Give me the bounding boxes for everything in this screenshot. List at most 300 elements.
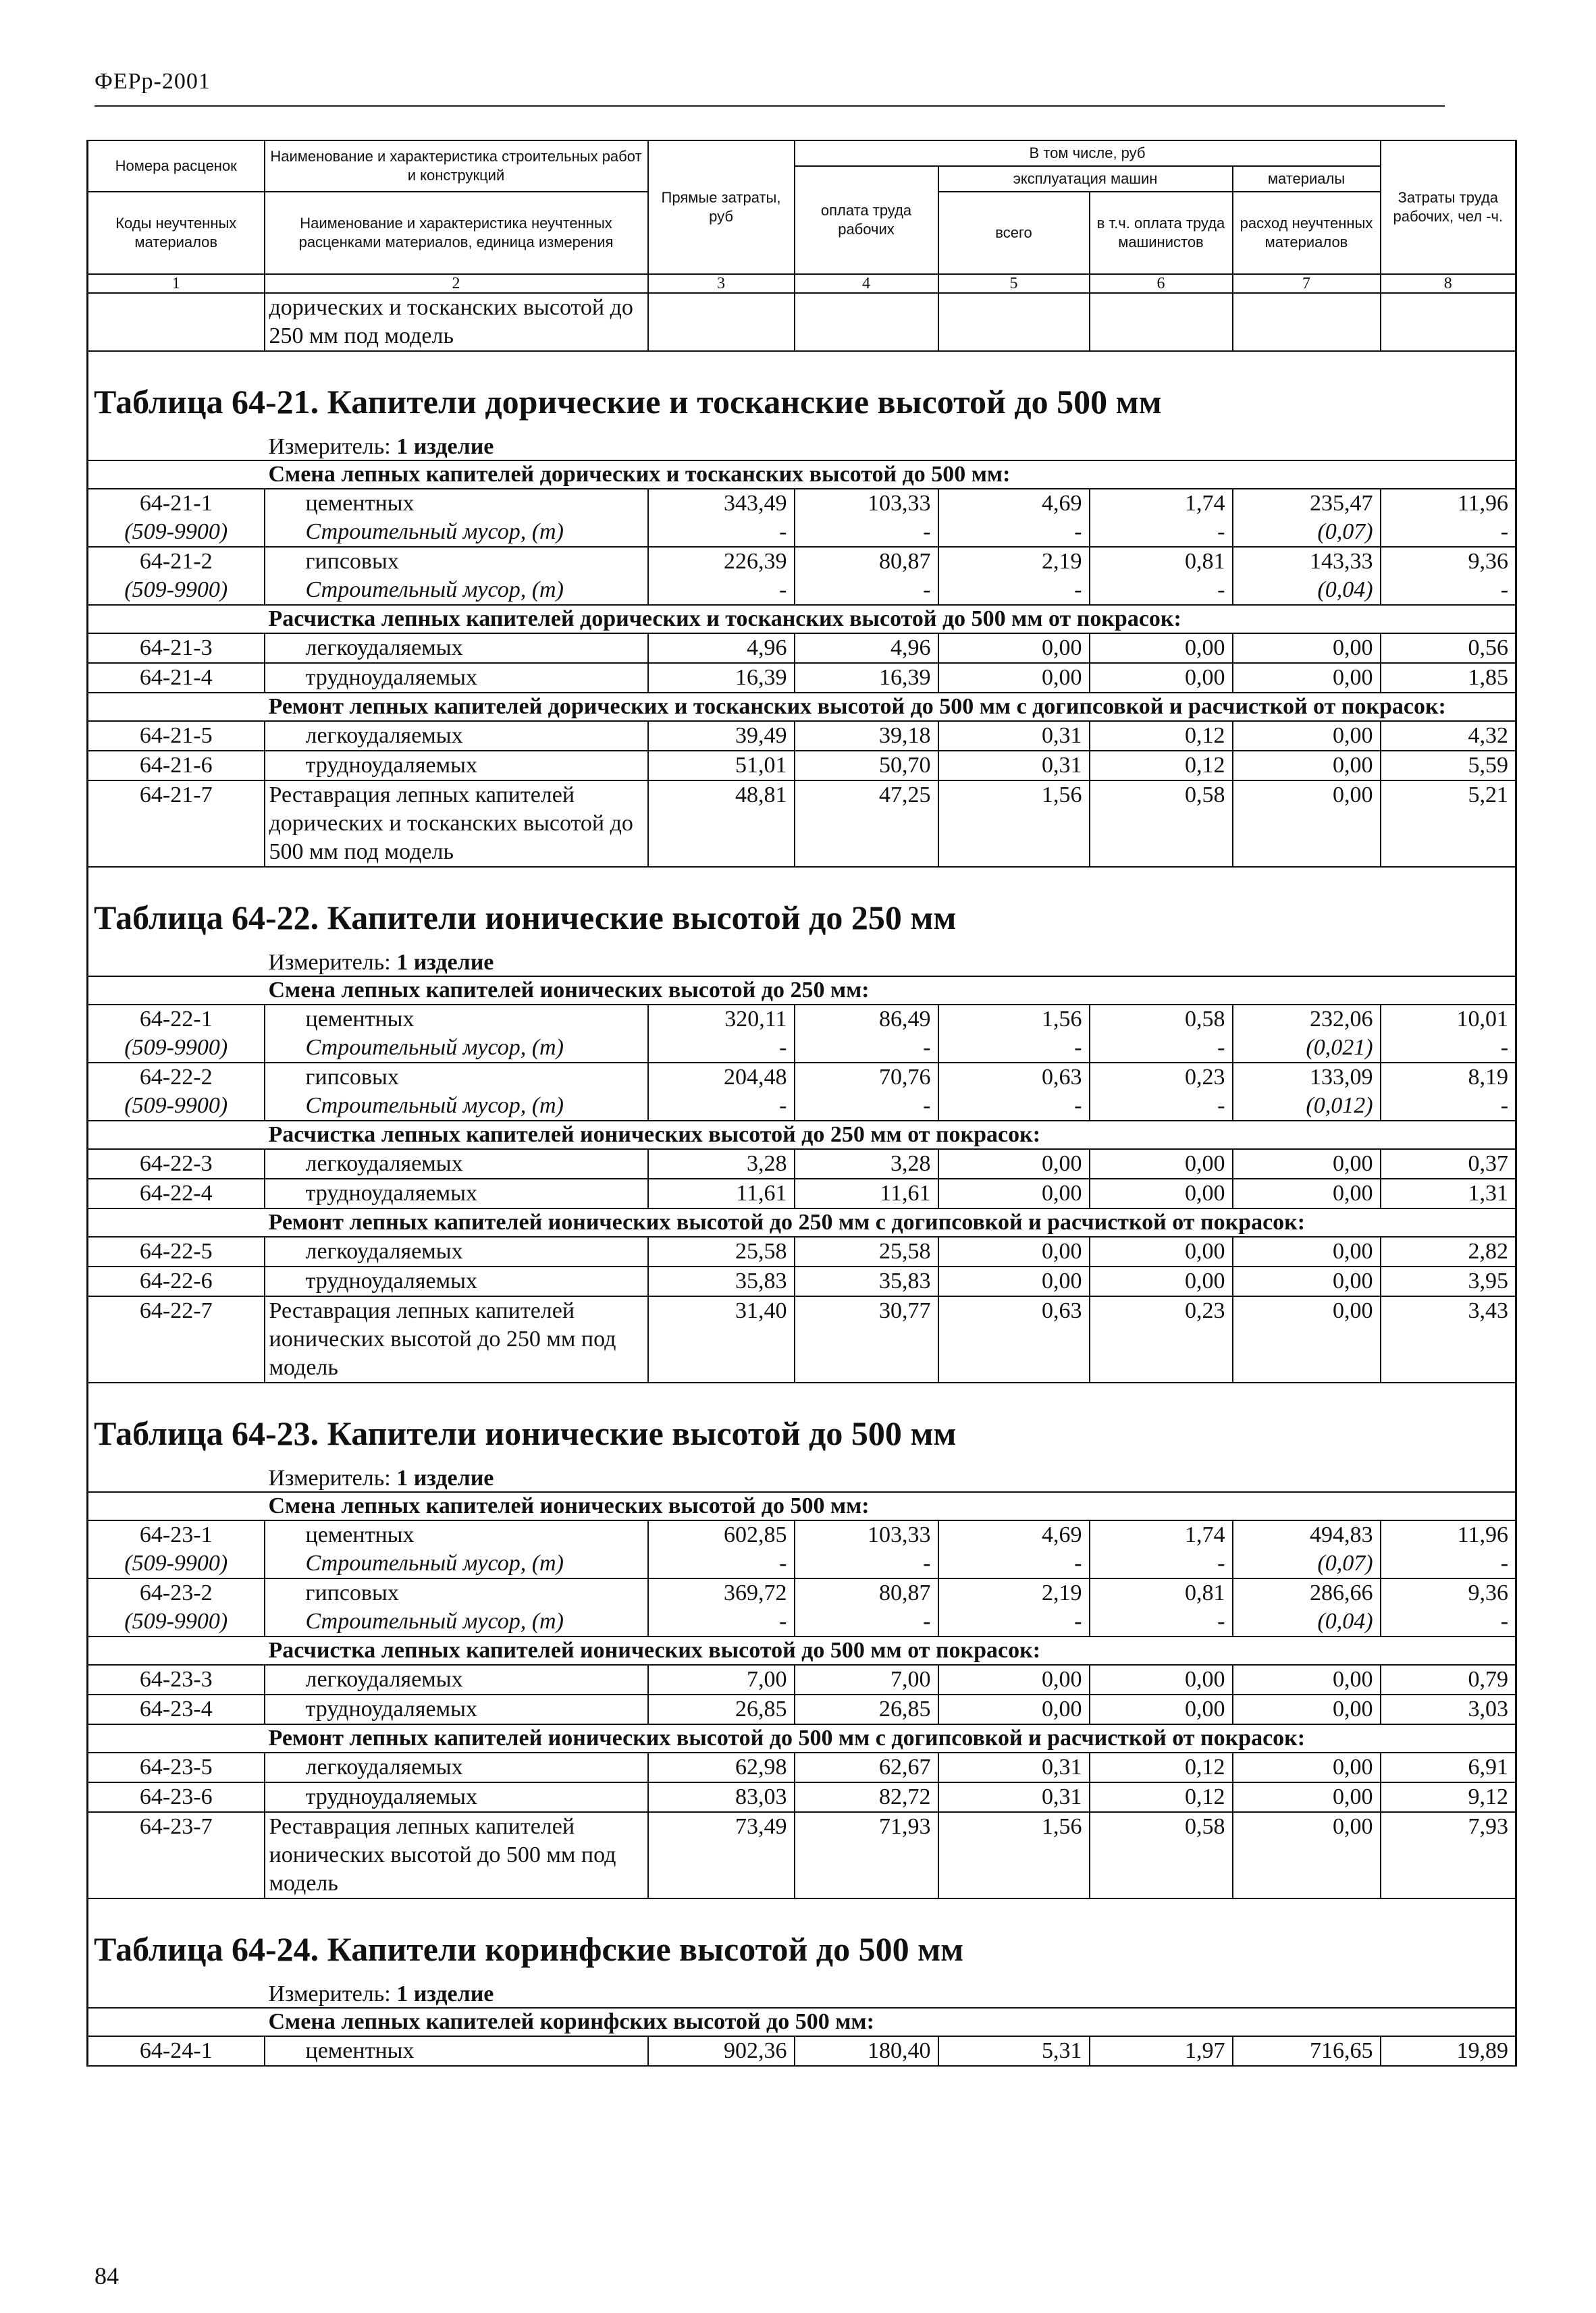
machinist-wages: 0,58 (1090, 1005, 1233, 1034)
machinist-wages: 0,12 (1090, 751, 1233, 780)
column-number: 8 (1381, 274, 1516, 293)
table-row (88, 1267, 1516, 1296)
machines-cost: 0,00 (938, 1665, 1090, 1695)
table-title-row (88, 1898, 1516, 1982)
rate-code: (509-9900) (88, 1607, 265, 1637)
direct-cost: 35,83 (648, 1267, 795, 1296)
column-number: 2 (265, 274, 648, 293)
labor-hours: 6,91 (1381, 1753, 1516, 1782)
section-heading: Смена лепных капителей ионических высотой до 250 мм: (265, 976, 1516, 1005)
table-row (88, 1005, 1516, 1034)
machinist-wages: 1,74 (1090, 1520, 1233, 1549)
table-title-row (88, 1383, 1516, 1466)
section-heading: Смена лепных капителей коринфских высотой до 500 мм: (265, 2008, 1516, 2036)
materials-cost: 0,00 (1233, 1149, 1381, 1179)
direct-cost: 902,36 (648, 2036, 795, 2066)
section-heading: Расчистка лепных капителей ионических высотой до 500 мм от покрасок: (265, 1637, 1516, 1665)
machines-cost: - (938, 518, 1090, 547)
unit-value: 1 изделие (396, 1466, 494, 1491)
section-heading-row (88, 2008, 1516, 2036)
materials-cost: (0,04) (1233, 576, 1381, 605)
wages-cost: 71,93 (795, 1812, 938, 1898)
table-row (88, 780, 1516, 867)
machines-cost: 0,31 (938, 1782, 1090, 1812)
rate-code: 64-21-6 (88, 751, 265, 780)
labor-hours: 11,96 (1381, 489, 1516, 518)
rate-code: 64-21-2 (139, 549, 213, 574)
materials-cost: 0,00 (1233, 1665, 1381, 1695)
machinist-wages: 0,81 (1090, 547, 1233, 576)
direct-cost: 204,48 (648, 1063, 795, 1092)
machines-cost: 2,19 (938, 547, 1090, 576)
table-row (88, 1034, 1516, 1063)
machinist-wages: - (1090, 518, 1233, 547)
materials-cost: 0,00 (1233, 721, 1381, 751)
rate-code: 64-23-1 (139, 1522, 213, 1547)
materials-cost: 0,00 (1233, 1296, 1381, 1383)
rate-code: 64-22-6 (88, 1267, 265, 1296)
direct-cost: 602,85 (648, 1520, 795, 1549)
section-spacer (88, 1637, 265, 1665)
labor-hours: 1,85 (1381, 663, 1516, 693)
materials-cost: 716,65 (1233, 2036, 1381, 2066)
wages-cost: - (795, 1092, 938, 1121)
work-name: легкоудаляемых (265, 633, 648, 663)
unit-spacer (88, 950, 265, 976)
materials-cost: 0,00 (1233, 1695, 1381, 1724)
materials-cost: 0,00 (1233, 1267, 1381, 1296)
wages-cost: 25,58 (795, 1237, 938, 1267)
head-wages: оплата труда рабочих (795, 166, 938, 274)
work-name: трудноудаляемых (265, 1179, 648, 1208)
wages-cost: 3,28 (795, 1149, 938, 1179)
table-row (88, 721, 1516, 751)
work-name: Строительный мусор, (т) (265, 1549, 648, 1578)
materials-cost: 0,00 (1233, 1812, 1381, 1898)
running-header: ФЕРр-2001 (95, 69, 211, 94)
unit-value: 1 изделие (396, 1982, 494, 2006)
column-number: 3 (648, 274, 795, 293)
section-spacer (88, 2008, 265, 2036)
machinist-wages: 0,58 (1090, 780, 1233, 867)
rate-code: 64-21-1 (139, 491, 213, 516)
work-name: трудноудаляемых (265, 751, 648, 780)
section-spacer (88, 693, 265, 721)
section-spacer (88, 1724, 265, 1753)
section-heading-row (88, 1121, 1516, 1149)
unit-row (88, 434, 1516, 460)
work-name: легкоудаляемых (265, 721, 648, 751)
section-heading: Смена лепных капителей дорических и тосканских высотой до 500 мм: (265, 460, 1516, 489)
header-rule (95, 105, 1445, 107)
machinist-wages: - (1090, 1549, 1233, 1578)
machinist-wages: - (1090, 1607, 1233, 1637)
table-title: Таблица 64-24. Капители коринфские высотой до 500 мм (88, 1898, 1516, 1982)
unit-label: Измеритель: (268, 950, 397, 975)
materials-cost: 0,00 (1233, 751, 1381, 780)
unit-value: 1 изделие (396, 950, 494, 975)
materials-cost: 0,00 (1233, 1782, 1381, 1812)
wages-cost: 16,39 (795, 663, 938, 693)
rate-code: 64-22-3 (88, 1149, 265, 1179)
work-name: Строительный мусор, (т) (265, 1092, 648, 1121)
rate-code: 64-22-2 (139, 1065, 213, 1090)
direct-cost: - (648, 1092, 795, 1121)
machinist-wages: - (1090, 1034, 1233, 1063)
section-heading-row (88, 976, 1516, 1005)
rate-code: (509-9900) (88, 1034, 265, 1063)
unit-row (88, 950, 1516, 976)
labor-hours: - (1381, 518, 1516, 547)
direct-cost: 62,98 (648, 1753, 795, 1782)
wages-cost: - (795, 1034, 938, 1063)
work-name: гипсовых (265, 1578, 648, 1607)
machines-cost: 2,19 (938, 1578, 1090, 1607)
head-mach-total: всего (938, 192, 1090, 274)
rate-code: 64-22-1 (139, 1007, 213, 1032)
machinist-wages: 1,97 (1090, 2036, 1233, 2066)
labor-hours: 9,36 (1381, 1578, 1516, 1607)
labor-hours: 2,82 (1381, 1237, 1516, 1267)
direct-cost: 26,85 (648, 1695, 795, 1724)
section-heading: Ремонт лепных капителей ионических высотой до 250 мм с догипсовкой и расчисткой от покрасок: (265, 1208, 1516, 1237)
direct-cost: 320,11 (648, 1005, 795, 1034)
head-codes-top: Номера расценок (88, 140, 265, 192)
work-name: Строительный мусор, (т) (265, 518, 648, 547)
machines-cost: 0,63 (938, 1296, 1090, 1383)
unit-value: 1 изделие (396, 434, 494, 459)
wages-cost: 26,85 (795, 1695, 938, 1724)
unit-cell (265, 1466, 1516, 1492)
materials-cost: 133,09 (1233, 1063, 1381, 1092)
section-spacer (88, 1208, 265, 1237)
column-number: 6 (1090, 274, 1233, 293)
machinist-wages: 0,58 (1090, 1812, 1233, 1898)
labor-hours: 3,95 (1381, 1267, 1516, 1296)
table-row (88, 1782, 1516, 1812)
direct-cost: 25,58 (648, 1237, 795, 1267)
materials-cost: 0,00 (1233, 1237, 1381, 1267)
materials-cost: (0,04) (1233, 1607, 1381, 1637)
work-name: гипсовых (265, 1063, 648, 1092)
work-name: трудноудаляемых (265, 663, 648, 693)
wages-cost: 7,00 (795, 1665, 938, 1695)
machines-cost: 4,69 (938, 489, 1090, 518)
labor-hours: 10,01 (1381, 1005, 1516, 1034)
materials-cost: 0,00 (1233, 1179, 1381, 1208)
carryover-row (88, 293, 1516, 351)
labor-hours: 0,56 (1381, 633, 1516, 663)
table-row (88, 2036, 1516, 2066)
machines-cost: 0,00 (938, 633, 1090, 663)
section-heading-row (88, 693, 1516, 721)
head-name-bottom: Наименование и характеристика неучтенных расценками материалов, единица измерения (265, 192, 648, 274)
head-name-top: Наименование и характеристика строительных работ и конструкций (265, 140, 648, 192)
work-name: цементных (265, 489, 648, 518)
materials-cost: 232,06 (1233, 1005, 1381, 1034)
table-row (88, 576, 1516, 605)
rate-code: (509-9900) (88, 518, 265, 547)
wages-cost: 80,87 (795, 1578, 938, 1607)
direct-cost: 369,72 (648, 1578, 795, 1607)
machinist-wages: 0,00 (1090, 633, 1233, 663)
table-title: Таблица 64-23. Капители ионические высотой до 500 мм (88, 1383, 1516, 1466)
labor-hours: - (1381, 1549, 1516, 1578)
direct-cost: 11,61 (648, 1179, 795, 1208)
direct-cost: - (648, 1607, 795, 1637)
table-row (88, 633, 1516, 663)
unit-label: Измеритель: (268, 434, 397, 459)
column-number: 4 (795, 274, 938, 293)
machinist-wages: 0,23 (1090, 1296, 1233, 1383)
wages-cost: 103,33 (795, 1520, 938, 1549)
work-name: цементных (265, 1005, 648, 1034)
wages-cost: 80,87 (795, 547, 938, 576)
wages-cost: - (795, 576, 938, 605)
machines-cost: 4,69 (938, 1520, 1090, 1549)
direct-cost: 343,49 (648, 489, 795, 518)
wages-cost: - (795, 1549, 938, 1578)
work-name: Реставрация лепных капителей ионических высотой до 250 мм под модель (265, 1296, 648, 1383)
table-row (88, 1092, 1516, 1121)
table-row (88, 1149, 1516, 1179)
rate-code: 64-22-5 (88, 1237, 265, 1267)
table-row (88, 1578, 1516, 1607)
head-mat-consumption: расход неучтенных материалов (1233, 192, 1381, 274)
work-name: трудноудаляемых (265, 1782, 648, 1812)
rate-code: 64-23-2 (139, 1580, 213, 1605)
materials-cost: (0,07) (1233, 518, 1381, 547)
table-row (88, 1665, 1516, 1695)
rate-code: (509-9900) (88, 576, 265, 605)
labor-hours: 3,03 (1381, 1695, 1516, 1724)
direct-cost: 16,39 (648, 663, 795, 693)
unit-cell (265, 434, 1516, 460)
wages-cost: 62,67 (795, 1753, 938, 1782)
machines-cost: 0,31 (938, 721, 1090, 751)
unit-label: Измеритель: (268, 1982, 397, 2006)
labor-hours: 5,59 (1381, 751, 1516, 780)
materials-cost: (0,021) (1233, 1034, 1381, 1063)
direct-cost: 73,49 (648, 1812, 795, 1898)
machinist-wages: 0,00 (1090, 1179, 1233, 1208)
table-row (88, 663, 1516, 693)
work-name: Реставрация лепных капителей дорических и тосканских высотой до 500 мм под модель (265, 780, 648, 867)
rate-code: 64-21-7 (88, 780, 265, 867)
table-header (88, 140, 1516, 293)
direct-cost: 48,81 (648, 780, 795, 867)
work-name: легкоудаляемых (265, 1665, 648, 1695)
direct-cost: 51,01 (648, 751, 795, 780)
labor-hours: 0,79 (1381, 1665, 1516, 1695)
unit-label: Измеритель: (268, 1466, 397, 1491)
rate-code: 64-22-7 (88, 1296, 265, 1383)
section-spacer (88, 1492, 265, 1520)
labor-hours: 19,89 (1381, 2036, 1516, 2066)
labor-hours: - (1381, 1607, 1516, 1637)
table-row (88, 1063, 1516, 1092)
section-spacer (88, 460, 265, 489)
machines-cost: 0,00 (938, 1695, 1090, 1724)
materials-cost: (0,07) (1233, 1549, 1381, 1578)
machines-cost: 0,31 (938, 751, 1090, 780)
rate-code: (509-9900) (88, 1092, 265, 1121)
machinist-wages: 0,23 (1090, 1063, 1233, 1092)
labor-hours: 4,32 (1381, 721, 1516, 751)
machines-cost: - (938, 1034, 1090, 1063)
labor-hours: - (1381, 1034, 1516, 1063)
wages-cost: 103,33 (795, 489, 938, 518)
machines-cost: 5,31 (938, 2036, 1090, 2066)
labor-hours: 5,21 (1381, 780, 1516, 867)
rate-code: 64-21-5 (88, 721, 265, 751)
work-name: Строительный мусор, (т) (265, 1034, 648, 1063)
machines-cost: 0,00 (938, 1237, 1090, 1267)
direct-cost: - (648, 576, 795, 605)
wages-cost: 30,77 (795, 1296, 938, 1383)
direct-cost: - (648, 1549, 795, 1578)
rate-code: 64-22-4 (88, 1179, 265, 1208)
rate-code: 64-23-6 (88, 1782, 265, 1812)
direct-cost: 31,40 (648, 1296, 795, 1383)
materials-cost: 235,47 (1233, 489, 1381, 518)
section-spacer (88, 1121, 265, 1149)
table-row (88, 518, 1516, 547)
head-direct-costs: Прямые затраты, руб (648, 140, 795, 274)
machines-cost: 0,00 (938, 1179, 1090, 1208)
materials-cost: 143,33 (1233, 547, 1381, 576)
wages-cost: - (795, 1607, 938, 1637)
machines-cost: 1,56 (938, 1812, 1090, 1898)
unit-spacer (88, 434, 265, 460)
direct-cost: 83,03 (648, 1782, 795, 1812)
wages-cost: 39,18 (795, 721, 938, 751)
wages-cost: 82,72 (795, 1782, 938, 1812)
rate-code: 64-23-4 (88, 1695, 265, 1724)
wages-cost: 35,83 (795, 1267, 938, 1296)
head-machines: эксплуатация машин (938, 166, 1233, 192)
direct-cost: 4,96 (648, 633, 795, 663)
direct-cost: 7,00 (648, 1665, 795, 1695)
work-name: цементных (265, 2036, 648, 2066)
work-name: трудноудаляемых (265, 1695, 648, 1724)
labor-hours: 8,19 (1381, 1063, 1516, 1092)
table-row (88, 489, 1516, 518)
machines-cost: 0,63 (938, 1063, 1090, 1092)
machines-cost: 1,56 (938, 780, 1090, 867)
head-materials: материалы (1233, 166, 1381, 192)
machinist-wages: 0,00 (1090, 1267, 1233, 1296)
wages-cost: - (795, 518, 938, 547)
rate-code: 64-23-3 (88, 1665, 265, 1695)
section-spacer (88, 605, 265, 633)
table-title-row (88, 351, 1516, 434)
rate-code: (509-9900) (88, 1549, 265, 1578)
materials-cost: 286,66 (1233, 1578, 1381, 1607)
work-name: Строительный мусор, (т) (265, 576, 648, 605)
machinist-wages: 0,00 (1090, 1149, 1233, 1179)
work-name: легкоудаляемых (265, 1237, 648, 1267)
table-row (88, 1549, 1516, 1578)
rate-code: 64-21-4 (88, 663, 265, 693)
section-heading-row (88, 1208, 1516, 1237)
section-spacer (88, 976, 265, 1005)
labor-hours: 9,36 (1381, 547, 1516, 576)
unit-spacer (88, 1982, 265, 2008)
wages-cost: 4,96 (795, 633, 938, 663)
table-row (88, 1812, 1516, 1898)
wages-cost: 70,76 (795, 1063, 938, 1092)
machinist-wages: 1,74 (1090, 489, 1233, 518)
machines-cost: 0,00 (938, 1267, 1090, 1296)
direct-cost: 3,28 (648, 1149, 795, 1179)
machines-cost: - (938, 1092, 1090, 1121)
machines-cost: - (938, 576, 1090, 605)
section-heading-row (88, 1637, 1516, 1665)
wages-cost: 50,70 (795, 751, 938, 780)
unit-cell (265, 1982, 1516, 2008)
direct-cost: - (648, 1034, 795, 1063)
wages-cost: 86,49 (795, 1005, 938, 1034)
rate-code: 64-21-3 (88, 633, 265, 663)
machines-cost: - (938, 1549, 1090, 1578)
table-row (88, 1237, 1516, 1267)
table-row (88, 1695, 1516, 1724)
machines-cost: - (938, 1607, 1090, 1637)
work-name: цементных (265, 1520, 648, 1549)
work-name: гипсовых (265, 547, 648, 576)
head-codes-bottom: Коды неучтенных материалов (88, 192, 265, 274)
labor-hours: 1,31 (1381, 1179, 1516, 1208)
section-heading-row (88, 1724, 1516, 1753)
rates-table (86, 140, 1517, 2067)
unit-row (88, 1982, 1516, 2008)
column-number: 1 (88, 274, 265, 293)
machines-cost: 0,00 (938, 663, 1090, 693)
machinist-wages: 0,12 (1090, 1753, 1233, 1782)
table-row (88, 1607, 1516, 1637)
table-title: Таблица 64-21. Капители дорические и тосканские высотой до 500 мм (88, 351, 1516, 434)
work-name: Строительный мусор, (т) (265, 1607, 648, 1637)
machinist-wages: - (1090, 576, 1233, 605)
head-labor: Затраты труда рабочих, чел -ч. (1381, 140, 1516, 274)
section-heading: Ремонт лепных капителей ионических высотой до 500 мм с догипсовкой и расчисткой от покрасок: (265, 1724, 1516, 1753)
work-name: легкоудаляемых (265, 1149, 648, 1179)
table-row (88, 751, 1516, 780)
section-heading-row (88, 1492, 1516, 1520)
table-title-row (88, 867, 1516, 950)
column-number: 7 (1233, 274, 1381, 293)
section-heading-row (88, 605, 1516, 633)
table-row (88, 547, 1516, 576)
section-heading-row (88, 460, 1516, 489)
materials-cost: 0,00 (1233, 633, 1381, 663)
machines-cost: 1,56 (938, 1005, 1090, 1034)
work-name: легкоудаляемых (265, 1753, 648, 1782)
wages-cost: 11,61 (795, 1179, 938, 1208)
labor-hours: - (1381, 1092, 1516, 1121)
labor-hours: 7,93 (1381, 1812, 1516, 1898)
machinist-wages: 0,81 (1090, 1578, 1233, 1607)
machinist-wages: 0,00 (1090, 1665, 1233, 1695)
materials-cost: (0,012) (1233, 1092, 1381, 1121)
head-mach-wages: в т.ч. оплата труда машинистов (1090, 192, 1233, 274)
table-row (88, 1179, 1516, 1208)
table-title: Таблица 64-22. Капители ионические высотой до 250 мм (88, 867, 1516, 950)
machinist-wages: 0,12 (1090, 721, 1233, 751)
machines-cost: 0,31 (938, 1753, 1090, 1782)
rate-code: 64-23-5 (88, 1753, 265, 1782)
